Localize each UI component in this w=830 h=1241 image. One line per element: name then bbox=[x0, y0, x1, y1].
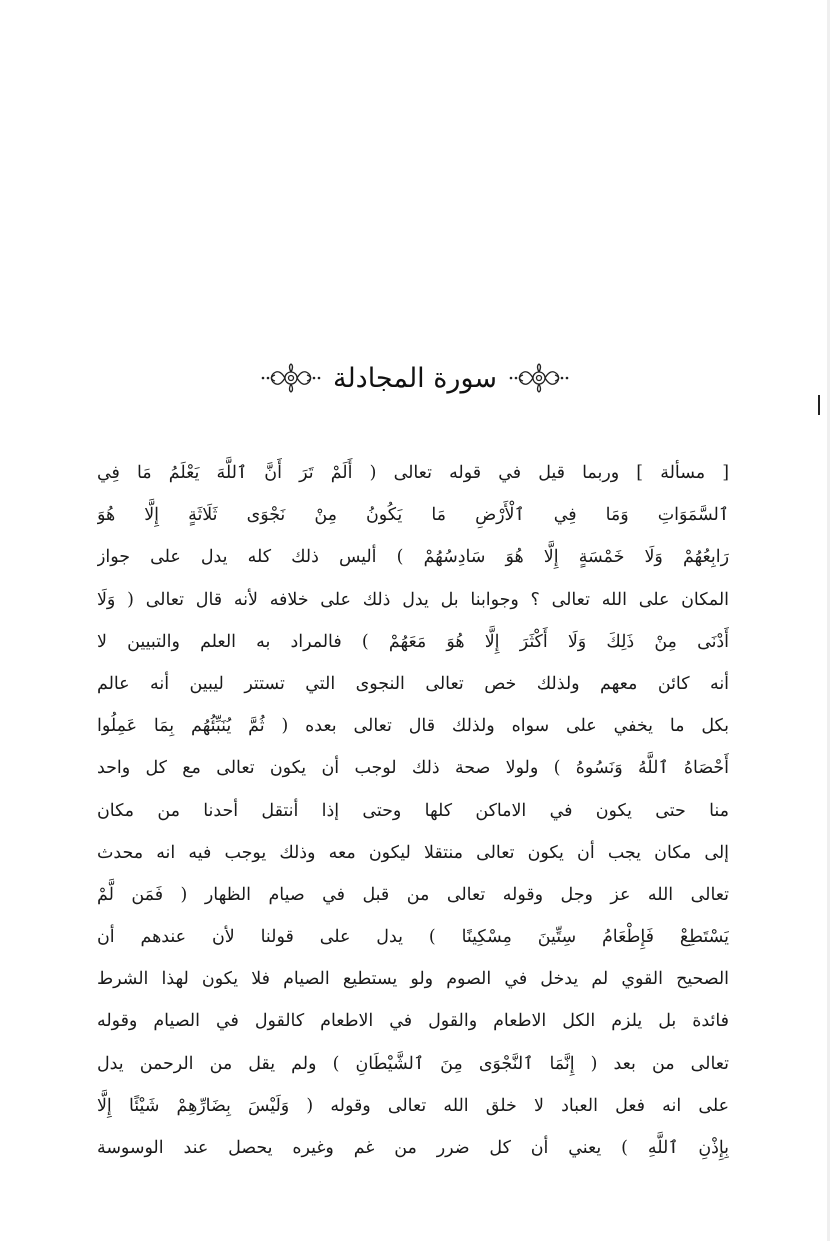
text-line: المكان على الله تعالى ؟ وجوابنا بل يدل ذلك على خلافه لأنه قال تعالى ( وَلَا bbox=[97, 589, 729, 610]
text-line: يَسْتَطِعْ فَإِطْعَامُ سِتِّينَ مِسْكِينًا ) يدل على قولنا لأن عندهم أن bbox=[97, 927, 729, 948]
text-line: بكل ما يخفي على سواه ولذلك قال تعالى بعده ( ثُمَّ يُنَبِّئُهُم بِمَا عَمِلُوا bbox=[97, 716, 729, 737]
text-line: أَحْصَاهُ ٱللَّهُ وَنَسُوهُ ) ولولا صحة ذلك لوجب أن يكون تعالى مع كل واحد bbox=[97, 758, 729, 779]
text-line: فائدة بل يلزم الكل الاطعام والقول في الاطعام كالقول في الصيام وقوله bbox=[97, 1011, 729, 1032]
text-line: منا حتى يكون في الاماكن كلها وحتى إذا أنتقل أحدنا من مكان bbox=[97, 800, 729, 821]
text-line: أَدْنَى مِنْ ذَلِكَ وَلَا أَكْثَرَ إِلَّا هُوَ مَعَهُمْ ) فالمراد به العلم والتبيين لا bbox=[97, 631, 729, 652]
text-line: إلى مكان يجب أن يكون تعالى منتقلا ليكون معه وذلك يوجب فيه انه محدث bbox=[97, 842, 729, 863]
text-line: تعالى الله عز وجل وقوله تعالى من قبل في صيام الظهار ( فَمَن لَّمْ bbox=[97, 884, 729, 905]
text-line: ٱلسَّمَوَاتِ وَمَا فِي ٱلْأَرْضِ مَا يَكُونُ مِنْ نَجْوَى ثَلَاثَةٍ إِلَّا هُوَ bbox=[97, 505, 729, 526]
text-line: بِإِذْنِ ٱللَّهِ ) يعني أن كل ضرر من غم وغيره يحصل عند الوسوسة bbox=[97, 1138, 729, 1158]
text-line: الصحيح القوي لم يدخل في الصوم ولو يستطيع الصيام فلا يكون لهذا الشرط bbox=[97, 969, 729, 990]
ornament-icon bbox=[257, 361, 325, 395]
text-line: تعالى من بعد ( إِنَّمَا ٱلنَّجْوَى مِنَ ٱلشَّيْطَانِ ) ولم يقل من الرحمن يدل bbox=[97, 1053, 729, 1074]
ornament-icon bbox=[505, 361, 573, 395]
body-text bbox=[97, 452, 729, 1169]
text-line: رَابِعُهُمْ وَلَا خَمْسَةٍ إِلَّا هُوَ سَادِسُهُمْ ) أليس ذلك كله يدل على جواز bbox=[97, 547, 729, 568]
text-line: أنه كائن معهم ولذلك خص تعالى النجوى التي تستتر ليبين أنه عالم bbox=[97, 673, 729, 694]
surah-heading bbox=[0, 345, 830, 411]
text-line: [ مسألة ] وربما قيل في قوله تعالى ( أَلَمْ تَرَ أَنَّ ٱللَّهَ يَعْلَمُ مَا فِي bbox=[97, 463, 729, 483]
text-line: على انه فعل العباد لا خلق الله تعالى وقوله ( وَلَيْسَ بِضَارِّهِمْ شَيْئًا إِلَّا bbox=[97, 1095, 729, 1116]
surah-title: سورة المجادلة bbox=[332, 362, 498, 394]
